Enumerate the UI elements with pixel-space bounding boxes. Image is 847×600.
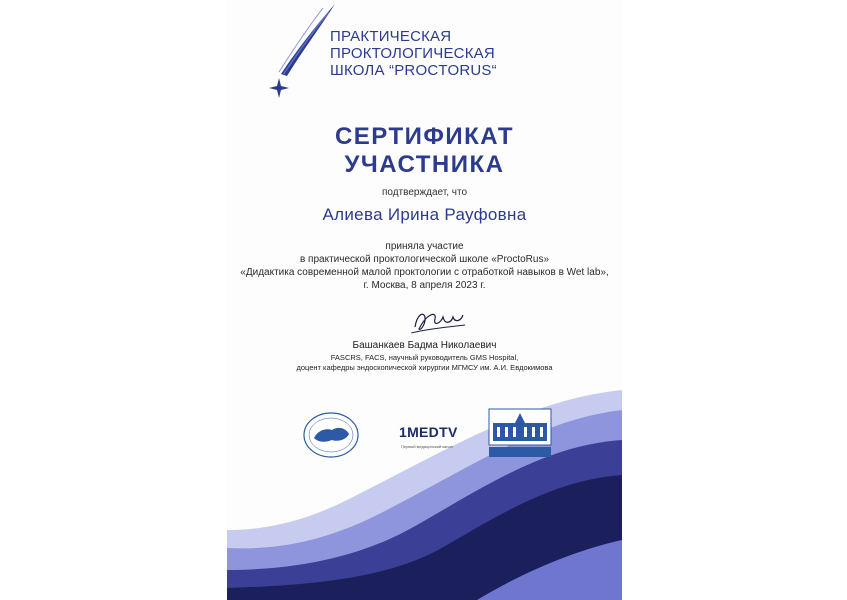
russia-map-emblem-icon (302, 410, 360, 460)
signer-title1: FASCRS, FACS, научный руководитель GMS Hospital, (330, 353, 519, 362)
confirms-text: подтверждает, что (381, 187, 468, 198)
signer-block (227, 340, 622, 373)
medtv-logo (399, 420, 459, 460)
quill-star-icon (259, 2, 339, 102)
sklifosovsky-building-icon (485, 405, 555, 460)
certificate-title-line1: СЕРТИФИКАТ (334, 123, 515, 150)
decorative-waves (227, 380, 622, 600)
participation-line4: г. Москва, 8 апреля 2023 г. (363, 280, 486, 291)
participation-line1: приняла участие (385, 241, 464, 252)
certificate-title-line2: УЧАСТНИКА (344, 151, 505, 178)
signer-title2: доцент кафедры эндоскопической хирургии МГМСУ им. А.И. Евдокимова (296, 363, 553, 372)
medtv-label: 1MEDTV (399, 424, 458, 440)
participation-line2: в практической проктологической школе «ProctoRus» (299, 254, 550, 265)
school-name-line2: ПРОКТОЛОГИЧЕСКАЯ (330, 45, 495, 62)
participation-line3: «Дидактика современной малой проктологии с отработкой навыков в Wet lab», (240, 267, 609, 278)
signer-name: Башанкаев Бадма Николаевич (352, 340, 497, 351)
school-name (330, 28, 550, 79)
certificate-page (227, 0, 622, 600)
medtv-subtitle: Первый медицинский канал (401, 444, 454, 449)
school-name-line1: ПРАКТИЧЕСКАЯ (330, 28, 452, 45)
school-name-line3: ШКОЛА “PROCTORUS“ (330, 62, 497, 79)
participation-text (227, 240, 622, 292)
recipient-name: Алиева Ирина Рауфовна (322, 205, 527, 224)
signature-icon (407, 305, 467, 340)
